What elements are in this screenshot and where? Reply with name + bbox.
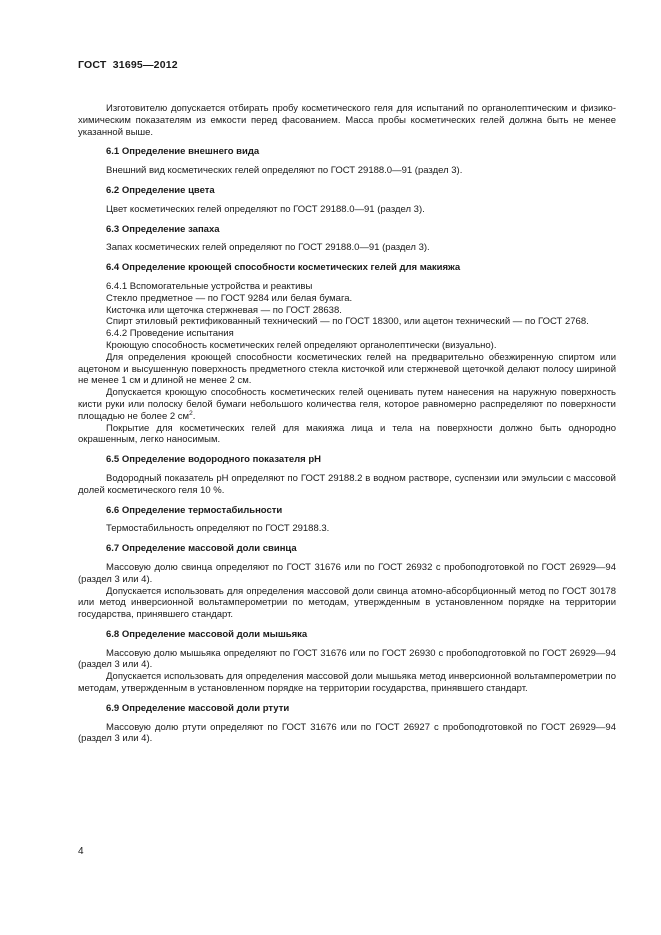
reagent-item: Кисточка или щеточка стержневая — по ГОСТ 28638. — [106, 304, 342, 316]
page-number: 4 — [78, 846, 84, 857]
section-text-6-6: Термостабильность определяют по ГОСТ 29188.3. — [106, 523, 330, 535]
section-paragraph: Покрытие для косметических гелей для макияжа лица и тела на поверхности должно быть однородно окрашенным, легко наносимым. — [78, 422, 616, 446]
section-heading-6-1: 6.1 Определение внешнего вида — [106, 146, 260, 158]
section-heading-6-2: 6.2 Определение цвета — [106, 184, 215, 196]
document-body — [78, 103, 616, 745]
section-heading-6-6: 6.6 Определение термостабильности — [106, 504, 283, 516]
section-heading-6-9: 6.9 Определение массовой доли ртути — [106, 702, 290, 714]
section-heading-6-8: 6.8 Определение массовой доли мышьяка — [106, 628, 308, 640]
section-heading-6-7: 6.7 Определение массовой доли свинца — [106, 543, 297, 555]
intro-paragraph: Изготовителю допускается отбирать пробу косметического геля для испытаний по органолептическим и физико-химическим показателям из емкости перед фасованием. Масса пробы косметических гелей должна быть не менее указанной выше. — [78, 103, 616, 138]
section-heading-6-5: 6.5 Определение водородного показателя pH — [106, 454, 322, 466]
section-text-6-5: Водородный показатель pH определяют по ГОСТ 29188.2 в водном растворе, суспензии или эмульсии с массовой долей косметического геля 10 %. — [78, 472, 616, 496]
subsection-6-4-1: 6.4.1 Вспомогательные устройства и реактивы — [106, 280, 313, 292]
section-paragraph — [78, 387, 616, 422]
paragraph-end: . — [192, 410, 196, 422]
reagent-item: Стекло предметное — по ГОСТ 9284 или белая бумага. — [106, 292, 353, 304]
section-paragraph: Допускается использовать для определения массовой доли свинца атомно-абсорбционный метод по ГОСТ 30178 или метод инверсионной вольтамперометрии по методам, утвержденным в установленном порядке на территории государства, принявшего стандарт. — [78, 585, 616, 621]
subsection-6-4-2: 6.4.2 Проведение испытания — [106, 328, 234, 340]
section-paragraph: Допускается использовать для определения массовой доли мышьяка метод инверсионной вольтамперометрии по методам, утвержденным в установленном порядке на территории государства, принявшего стандарт. — [78, 671, 616, 695]
section-paragraph: Для определения кроющей способности косметических гелей на предварительно обезжиренную спиртом или ацетоном и высушенную поверхность предметного стекла кисточкой или стержневой щеточкой делают полосу шириной не менее 1 см и длиной не менее 2 см. — [78, 351, 616, 387]
section-paragraph: Массовую долю мышьяка определяют по ГОСТ 31676 или по ГОСТ 26930 с пробоподготовкой по ГОСТ 26929—94 (раздел 3 или 4). — [78, 647, 616, 671]
section-paragraph: Массовую долю свинца определяют по ГОСТ 31676 или по ГОСТ 26932 с пробоподготовкой по ГОСТ 26929—94 (раздел 3 или 4). — [78, 561, 616, 585]
section-text-6-9: Массовую долю ртути определяют по ГОСТ 31676 или по ГОСТ 26927 с пробоподготовкой по ГОСТ 26929—94 (раздел 3 или 4). — [78, 721, 616, 745]
document-header: ГОСТ 31695—2012 — [78, 59, 178, 71]
section-text-6-3: Запах косметических гелей определяют по ГОСТ 29188.0—91 (раздел 3). — [106, 242, 430, 254]
section-text-6-1: Внешний вид косметических гелей определяют по ГОСТ 29188.0—91 (раздел 3). — [106, 165, 463, 177]
section-text-6-2: Цвет косметических гелей определяют по ГОСТ 29188.0—91 (раздел 3). — [106, 203, 425, 215]
section-paragraph: Кроющую способность косметических гелей определяют органолептически (визуально). — [106, 339, 497, 351]
reagent-item: Спирт этиловый ректификованный технический — по ГОСТ 18300, или ацетон технический — по ГОСТ 2768. — [106, 316, 589, 328]
section-heading-6-4: 6.4 Определение кроющей способности косметических гелей для макияжа — [106, 262, 461, 274]
paragraph-text: Допускается кроющую способность косметических гелей оценивать путем нанесения на наружную поверхность кисти руки или полоску белой бумаги небольшого количества геля, которое равномерно распределяют по поверхности площадью не более 2 см — [78, 387, 616, 422]
superscript: 2 — [189, 409, 193, 417]
section-heading-6-3: 6.3 Определение запаха — [106, 223, 220, 235]
